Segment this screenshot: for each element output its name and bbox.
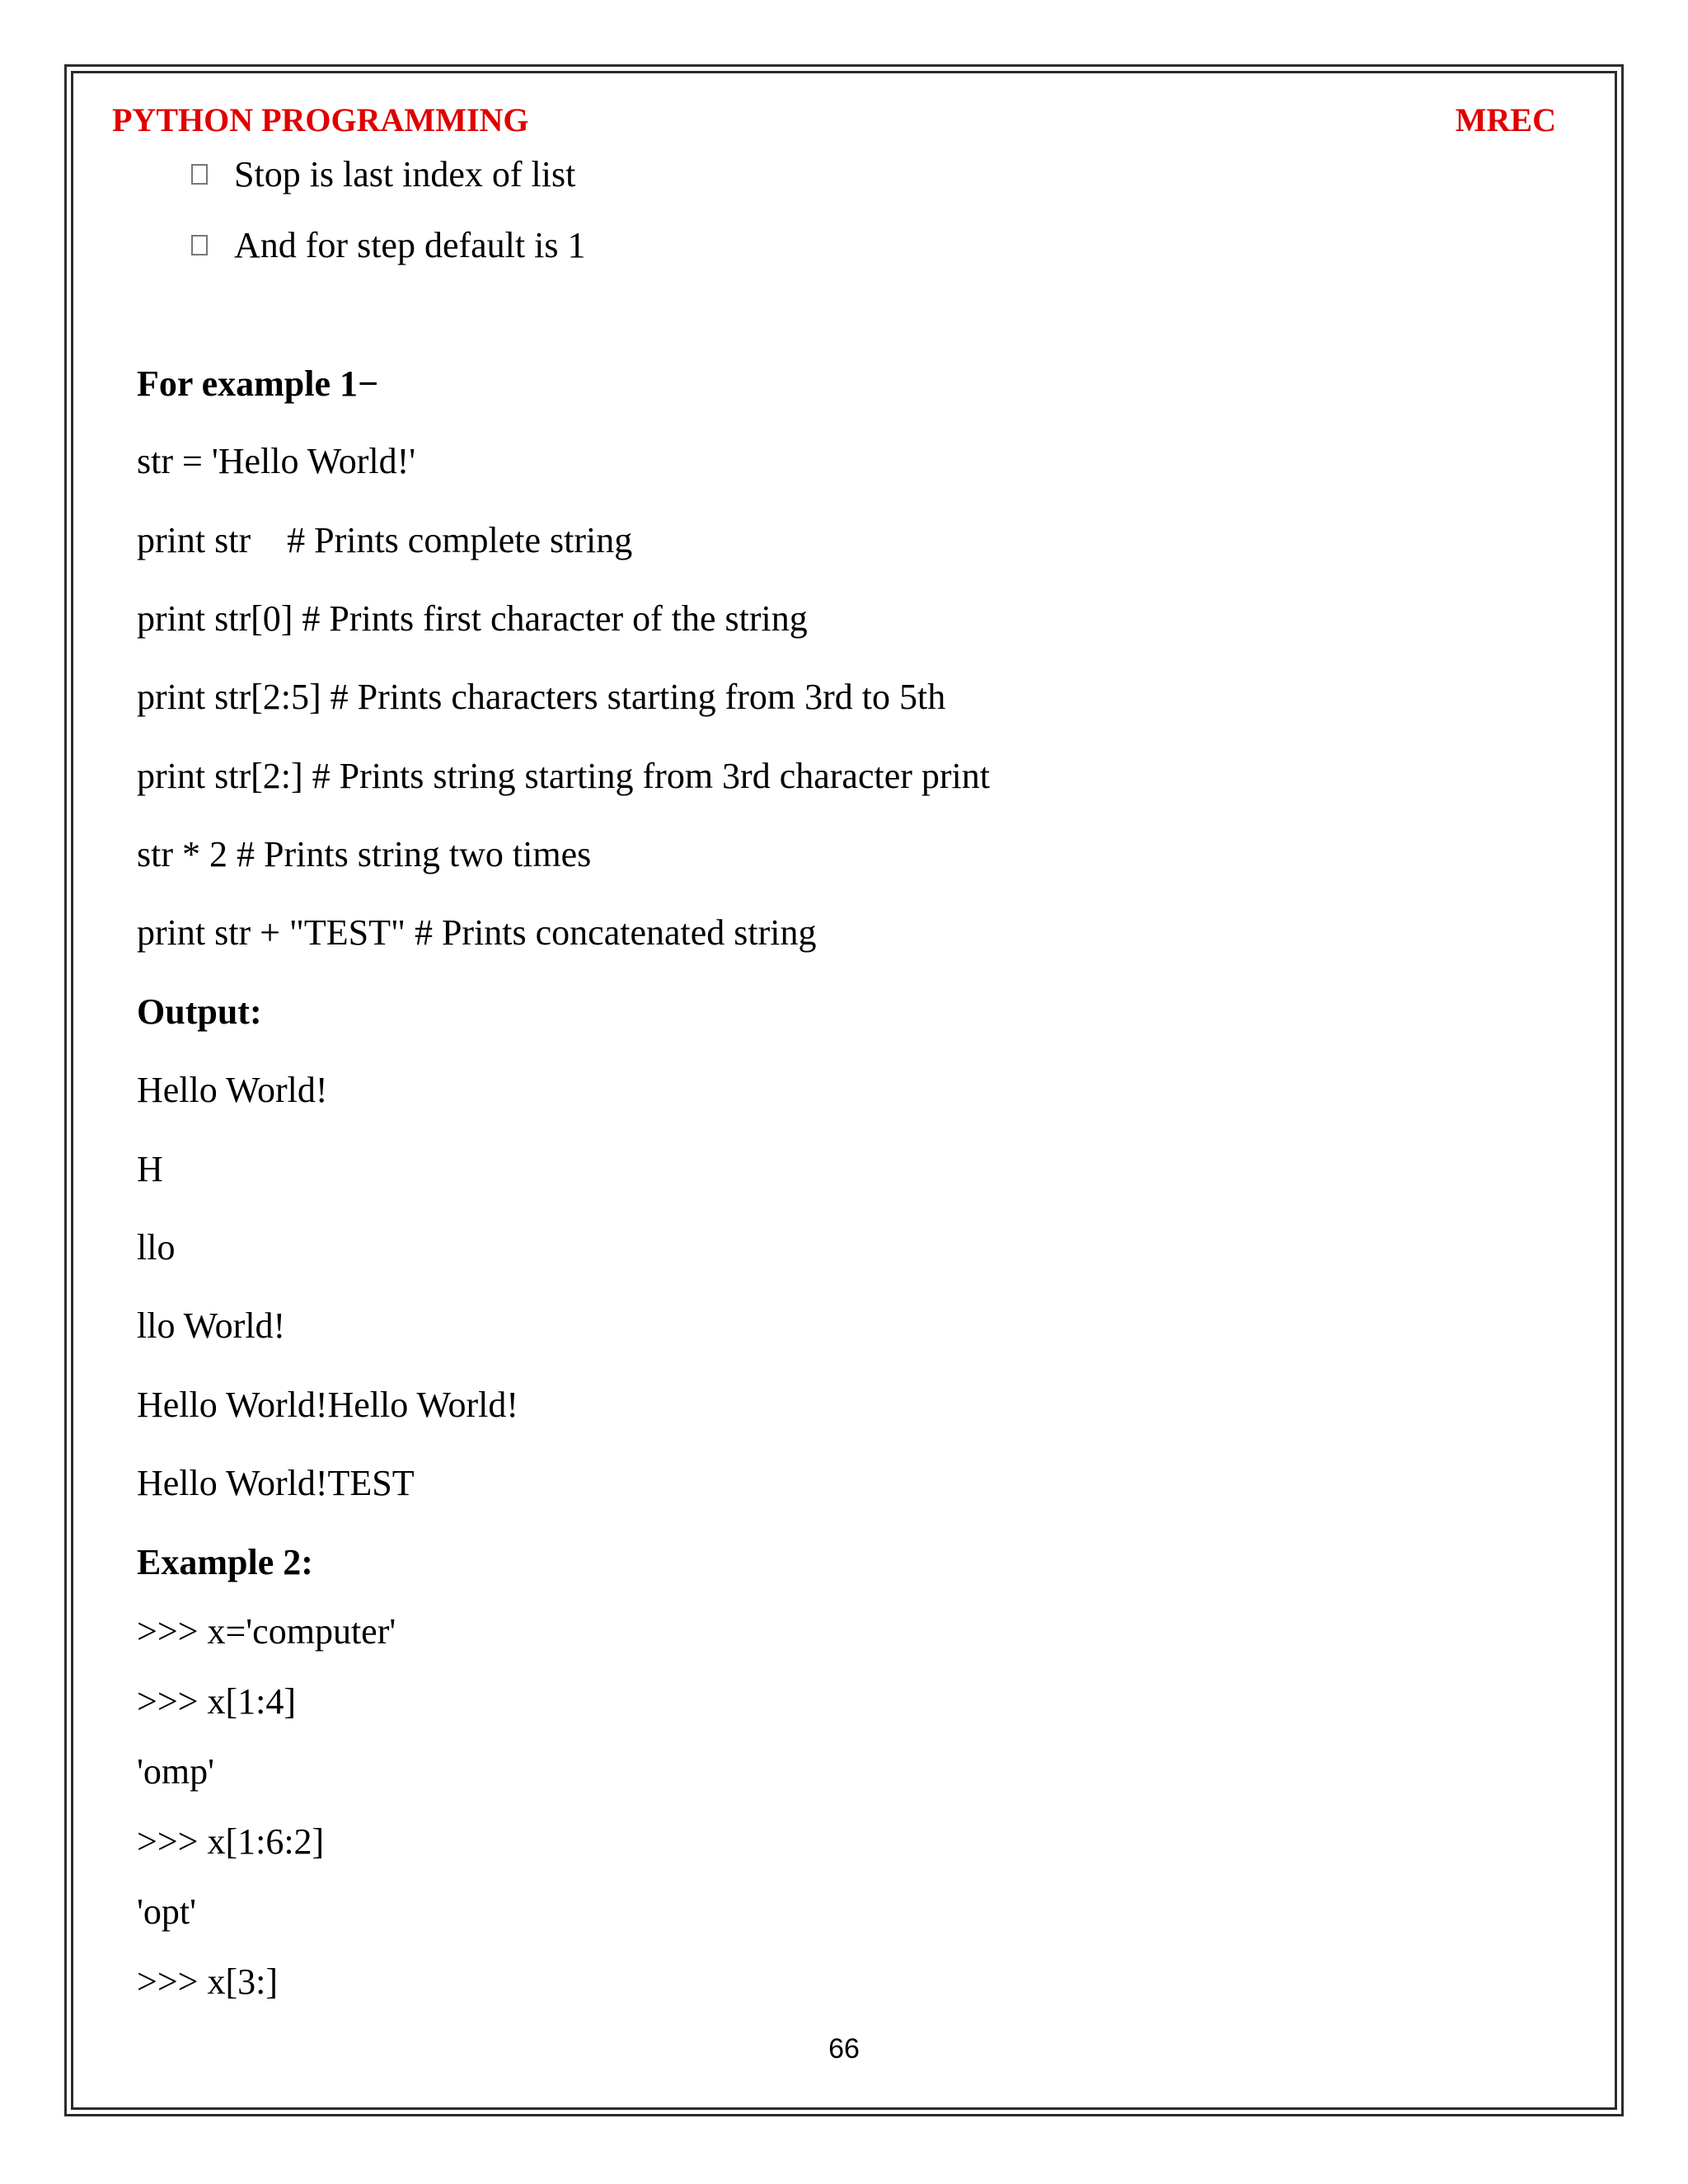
code-line: str = 'Hello World!' [137,441,416,481]
example1-heading: For example 1− [137,363,379,404]
list-item [191,138,585,209]
header-institution: MREC [1455,101,1556,138]
console-line: 'omp' [137,1751,215,1792]
bullet-text: And for step default is 1 [234,224,586,265]
bullet-box-icon [191,235,208,255]
output-line: Hello World! [137,1070,328,1110]
output-line: H [137,1149,163,1189]
list-item [191,209,585,280]
header-title: PYTHON PROGRAMMING [112,101,529,138]
output-line: llo [137,1227,176,1268]
output-heading: Output: [137,991,262,1032]
page-number: 66 [828,2033,860,2064]
output-line: Hello World!Hello World! [137,1385,518,1425]
console-line: >>> x[1:4] [137,1681,296,1722]
bullet-list [191,138,585,280]
output-line: Hello World!TEST [137,1463,415,1503]
bullet-box-icon [191,164,208,185]
code-line: print str[2:] # Prints string starting from 3rd character print [137,756,990,796]
console-line: 'opt' [137,1891,197,1932]
code-line: print str + "TEST" # Prints concatenated string [137,912,817,953]
code-line: print str # Prints complete string [137,520,633,560]
example2-heading: Example 2: [137,1542,313,1582]
code-line: print str[0] # Prints first character of the string [137,598,808,639]
code-line: str * 2 # Prints string two times [137,834,592,874]
console-line: >>> x='computer' [137,1611,396,1652]
console-line: >>> x[3:] [137,1961,278,2002]
bullet-text: Stop is last index of list [234,153,576,194]
code-line: print str[2:5] # Prints characters starting from 3rd to 5th [137,677,946,717]
console-line: >>> x[1:6:2] [137,1821,325,1862]
output-line: llo World! [137,1305,286,1346]
